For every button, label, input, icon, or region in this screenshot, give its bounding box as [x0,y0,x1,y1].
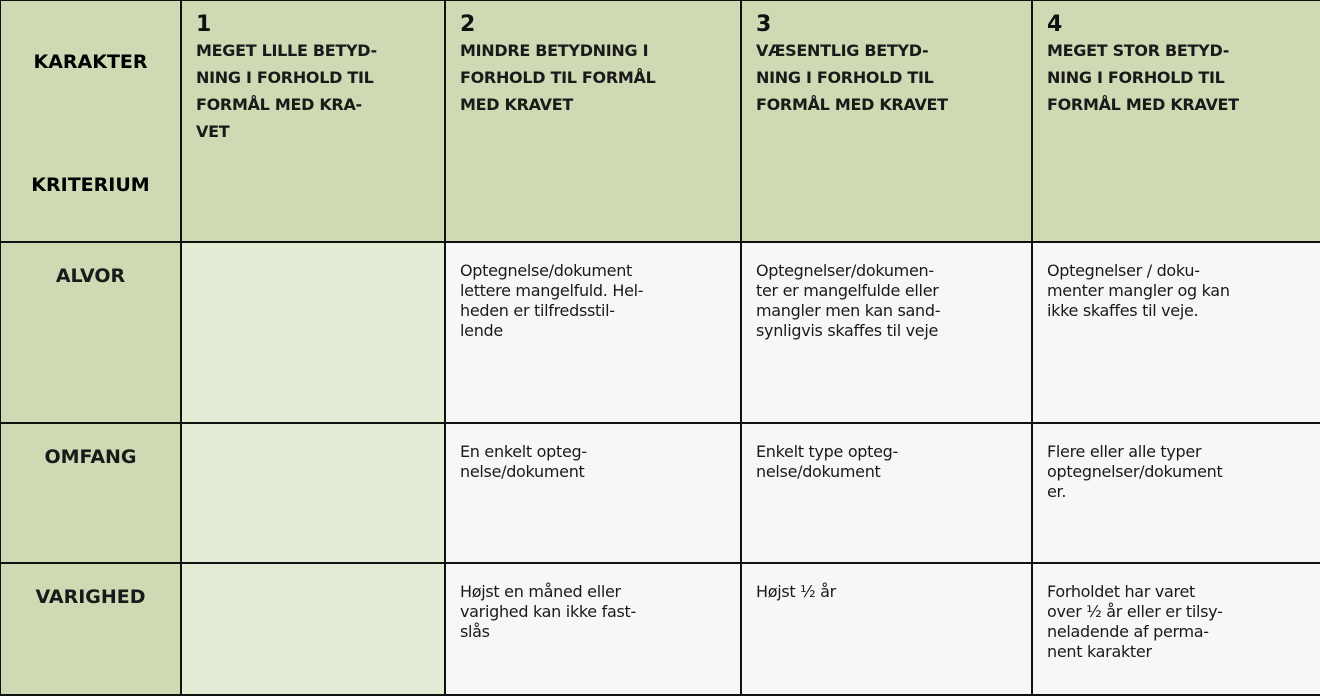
header-col-2 [445,0,741,242]
table-cell [181,242,445,423]
row-label-cell [0,423,181,563]
grade-number: 4 [1047,12,1063,37]
table-cell [181,423,445,563]
grade-number: 1 [196,12,212,37]
cell-text: Forholdet har varet over ½ år eller er tilsy- neladende af perma- nent karakter [1047,582,1223,661]
table-cell [445,563,741,695]
table-cell [445,423,741,563]
table-cell [1032,242,1320,423]
grade-label: MINDRE BETYDNING I FORHOLD TIL FORMÅL MED KRAVET [460,41,656,114]
cell-text: Optegnelser / doku- menter mangler og kan ikke skaffes til veje. [1047,261,1230,320]
grade-label: MEGET STOR BETYD- NING I FORHOLD TIL FORMÅL MED KRAVET [1047,41,1239,114]
row-label: OMFANG [44,446,137,468]
grade-label: MEGET LILLE BETYD- NING I FORHOLD TIL FORMÅL MED KRA- VET [196,41,377,141]
cell-text [182,424,444,442]
cell-text: Højst en måned eller varighed kan ikke fast- slås [460,582,636,641]
header-col-1 [181,0,445,242]
cell-text: Optegnelser/dokumen- ter er mangelfulde eller mangler men kan sand- synligvis skaffes til veje [756,261,941,340]
table-cell [741,423,1032,563]
grade-number: 2 [460,12,476,37]
row-label: ALVOR [55,265,126,287]
cell-text: Højst ½ år [756,582,836,601]
cell-text [182,243,444,261]
row-label-cell [0,563,181,695]
corner-cell [0,0,181,242]
table-cell [445,242,741,423]
table-row-alvor [0,242,1320,423]
kriterium-label: KRITERIUM [31,174,150,196]
karakter-label: KARAKTER [33,51,148,73]
table-cell [1032,423,1320,563]
table-cell [1032,563,1320,695]
table-cell [181,563,445,695]
cell-text: Flere eller alle typer optegnelser/dokument er. [1047,442,1223,501]
cell-text: En enkelt opteg- nelse/dokument [460,442,587,481]
grade-label: VÆSENTLIG BETYD- NING I FORHOLD TIL FORMÅL MED KRAVET [756,41,948,114]
cell-text: Enkelt type opteg- nelse/dokument [756,442,899,481]
header-row [0,0,1320,242]
row-label-cell [0,242,181,423]
header-col-4 [1032,0,1320,242]
header-col-3 [741,0,1032,242]
table-row-omfang [0,423,1320,563]
table-cell [741,242,1032,423]
cell-text: Optegnelse/dokument lettere mangelfuld. Hel- heden er tilfredsstil- lende [460,261,644,340]
row-label: VARIGHED [35,586,146,608]
grade-number: 3 [756,12,772,37]
table-row-varighed [0,563,1320,695]
cell-text [182,564,444,582]
table-cell [741,563,1032,695]
